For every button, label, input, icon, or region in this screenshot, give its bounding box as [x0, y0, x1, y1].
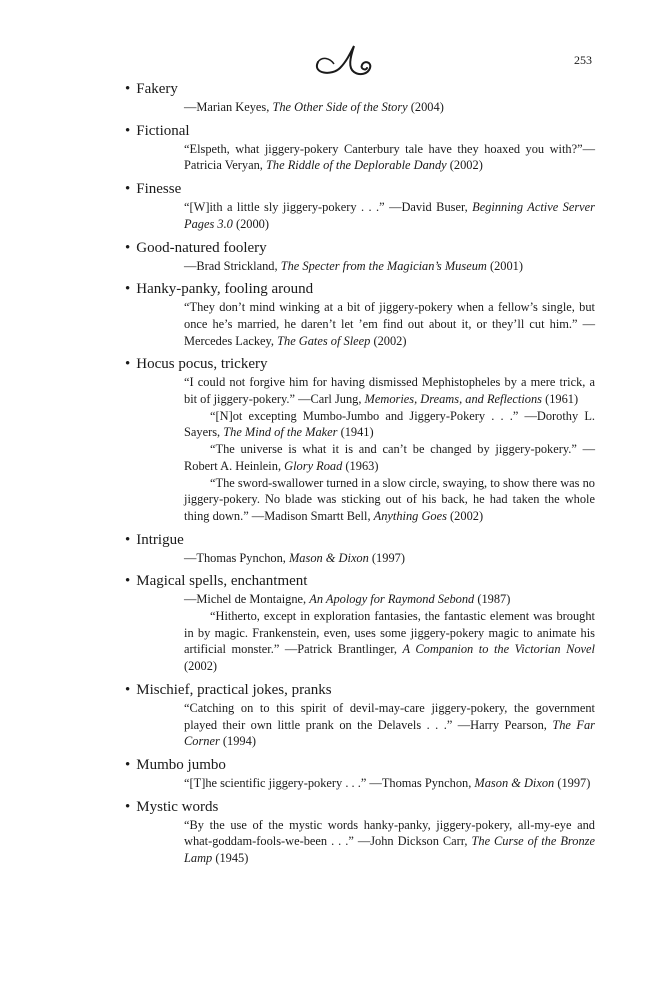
citation — [184, 199, 595, 232]
citation-text: “Catching on to this spirit of devil-may-care jiggery-pokery, the government played their own little prank on the Delavels . . .” —Harry Pearson, — [184, 700, 595, 732]
citation — [184, 374, 595, 407]
citation-text: “[W]ith a little sly jiggery-pokery . . .” —David Buser, — [184, 200, 473, 215]
citation-year: (1963) — [342, 458, 379, 473]
heading-text: Good-natured foolery — [136, 239, 267, 256]
bullet-icon: • — [125, 181, 131, 198]
entry-heading — [125, 572, 595, 591]
heading-text: Finesse — [136, 181, 182, 198]
heading-text: Magical spells, enchantment — [136, 573, 308, 590]
citation-year: (2000) — [232, 216, 270, 231]
entry-heading — [125, 122, 595, 141]
citation-title: Beginning Active Server Pages 3.0 — [184, 200, 595, 231]
entry — [125, 531, 595, 567]
citation-title: The Curse of the Bronze Lamp — [184, 834, 595, 866]
entry-heading — [125, 756, 595, 775]
entry-heading — [125, 80, 595, 99]
citation-year: (2002) — [370, 333, 407, 348]
flourish-ornament-icon — [310, 40, 380, 80]
bullet-icon: • — [125, 573, 131, 590]
entry — [125, 355, 595, 524]
citation-text: “I could not forgive him for having dismissed Mephistopheles by a mere trick, a bit of jiggery-pokery.” —Carl Jung, — [184, 375, 595, 407]
citation-year: (1941) — [337, 425, 374, 440]
citation-text: “The universe is what it is and can’t be changed by jiggery-pokery.” —Robert A. Heinlein, — [184, 442, 595, 473]
citation-year: (2002) — [184, 659, 218, 674]
citation-title: Glory Road — [284, 458, 343, 473]
citation-text: —Thomas Pynchon, — [184, 550, 289, 565]
bullet-icon: • — [125, 756, 131, 773]
citation-year: (1945) — [212, 851, 249, 866]
citation-title: The Riddle of the Deplorable Dandy — [266, 158, 447, 173]
bullet-icon: • — [125, 681, 131, 698]
entry — [125, 572, 595, 675]
citation-text: “By the use of the mystic words hanky-panky, jiggery-pokery, all-my-eye and what-goddam-fools-we-been . . .” —John Dickson Carr, — [184, 817, 595, 849]
heading-text: Intrigue — [136, 531, 184, 548]
citation — [184, 299, 595, 349]
citation-title: The Gates of Sleep — [277, 333, 371, 348]
citation — [184, 441, 595, 474]
entry — [125, 122, 595, 174]
citation-title: Memories, Dreams, and Reflections — [364, 392, 542, 407]
citation — [184, 99, 595, 116]
citation — [184, 700, 595, 750]
page-number: 253 — [574, 53, 592, 67]
entry-heading — [125, 798, 595, 817]
entry-heading — [125, 280, 595, 299]
citation — [184, 258, 595, 275]
citation-year: (2001) — [486, 258, 523, 273]
heading-text: Fakery — [136, 81, 178, 97]
bullet-icon: • — [125, 239, 131, 256]
citation — [184, 475, 595, 525]
citation — [184, 141, 595, 174]
bullet-icon: • — [125, 281, 131, 298]
citation-text: “Elspeth, what jiggery-pokery Canterbury tale have they hoaxed you with?”—Patricia Veryan, — [184, 141, 595, 173]
citation — [184, 591, 595, 608]
heading-text: Hocus pocus, trickery — [136, 356, 268, 373]
citation-title: The Far Corner — [184, 717, 595, 749]
citation — [184, 408, 595, 441]
citation-text: “The sword-swallower turned in a slow circle, swaying, to show there was no jiggery-pokery. No blade was sticking out of his back, he had taken the whole thing down.” —Madison Smartt Bell, — [184, 475, 595, 523]
citation-title: Anything Goes — [373, 508, 447, 523]
bullet-icon: • — [125, 531, 131, 548]
heading-text: Fictional — [136, 122, 190, 139]
entry-heading — [125, 531, 595, 550]
citation-year: (1961) — [542, 392, 579, 407]
entry-heading — [125, 180, 595, 199]
bullet-icon: • — [125, 122, 131, 139]
citation — [184, 550, 595, 567]
heading-text: Mumbo jumbo — [136, 756, 226, 773]
citation-year: (1997) — [368, 550, 405, 565]
citation-year: (2002) — [446, 158, 483, 173]
heading-text: Mischief, practical jokes, pranks — [136, 681, 332, 698]
citation — [184, 608, 595, 675]
citation-text: “[N]ot excepting Mumbo-Jumbo and Jiggery-Pokery . . .” —Dorothy L. Sayers, — [184, 408, 595, 440]
citation-title: A Companion to the Victorian Novel — [402, 642, 595, 657]
citation-title: Mason & Dixon — [288, 550, 369, 565]
bullet-icon: • — [125, 356, 131, 373]
citation-year: (2004) — [407, 100, 444, 114]
citation-year: (2002) — [446, 508, 484, 523]
citation-title: Mason & Dixon — [474, 775, 555, 790]
entry-heading — [125, 355, 595, 374]
entry — [125, 180, 595, 232]
bullet-icon: • — [125, 81, 131, 97]
entry — [125, 798, 595, 867]
citation-year: (1987) — [474, 592, 511, 607]
bullet-icon: • — [125, 798, 131, 815]
citation-title: The Specter from the Magician’s Museum — [280, 258, 487, 273]
citation-title: The Other Side of the Story — [272, 100, 408, 114]
citation-title: The Mind of the Maker — [223, 425, 338, 440]
citation-year: (1997) — [554, 775, 591, 790]
citation-text: —Marian Keyes, — [184, 100, 273, 114]
entry — [125, 756, 595, 792]
entry-list — [125, 80, 595, 873]
citation-year: (1994) — [219, 734, 256, 749]
heading-text: Hanky-panky, fooling around — [136, 281, 314, 298]
citation-text: —Brad Strickland, — [184, 258, 281, 273]
entry-heading — [125, 681, 595, 700]
citation — [184, 775, 595, 792]
citation — [184, 817, 595, 867]
entry — [125, 280, 595, 349]
entry — [125, 80, 595, 116]
entry — [125, 239, 595, 275]
citation-text: “Hitherto, except in exploration fantasies, the fantastic element was brought in by magic. Frankenstein, even, uses some jiggery-pokery magic to animate his artificial monster.” —Patrick Brantlinger, — [184, 609, 595, 657]
entry-heading — [125, 239, 595, 258]
entry — [125, 681, 595, 750]
citation-text: “[T]he scientific jiggery-pokery . . .” —Thomas Pynchon, — [184, 775, 475, 790]
citation-text: “They don’t mind winking at a bit of jiggery-pokery when a fellow’s single, but once he’s married, he daren’t let ’em find out about it, or they’ll cut him.” —Mercedes Lackey, — [184, 300, 595, 348]
citation-title: An Apology for Raymond Sebond — [309, 592, 475, 607]
heading-text: Mystic words — [136, 798, 219, 815]
citation-text: —Michel de Montaigne, — [184, 592, 310, 607]
